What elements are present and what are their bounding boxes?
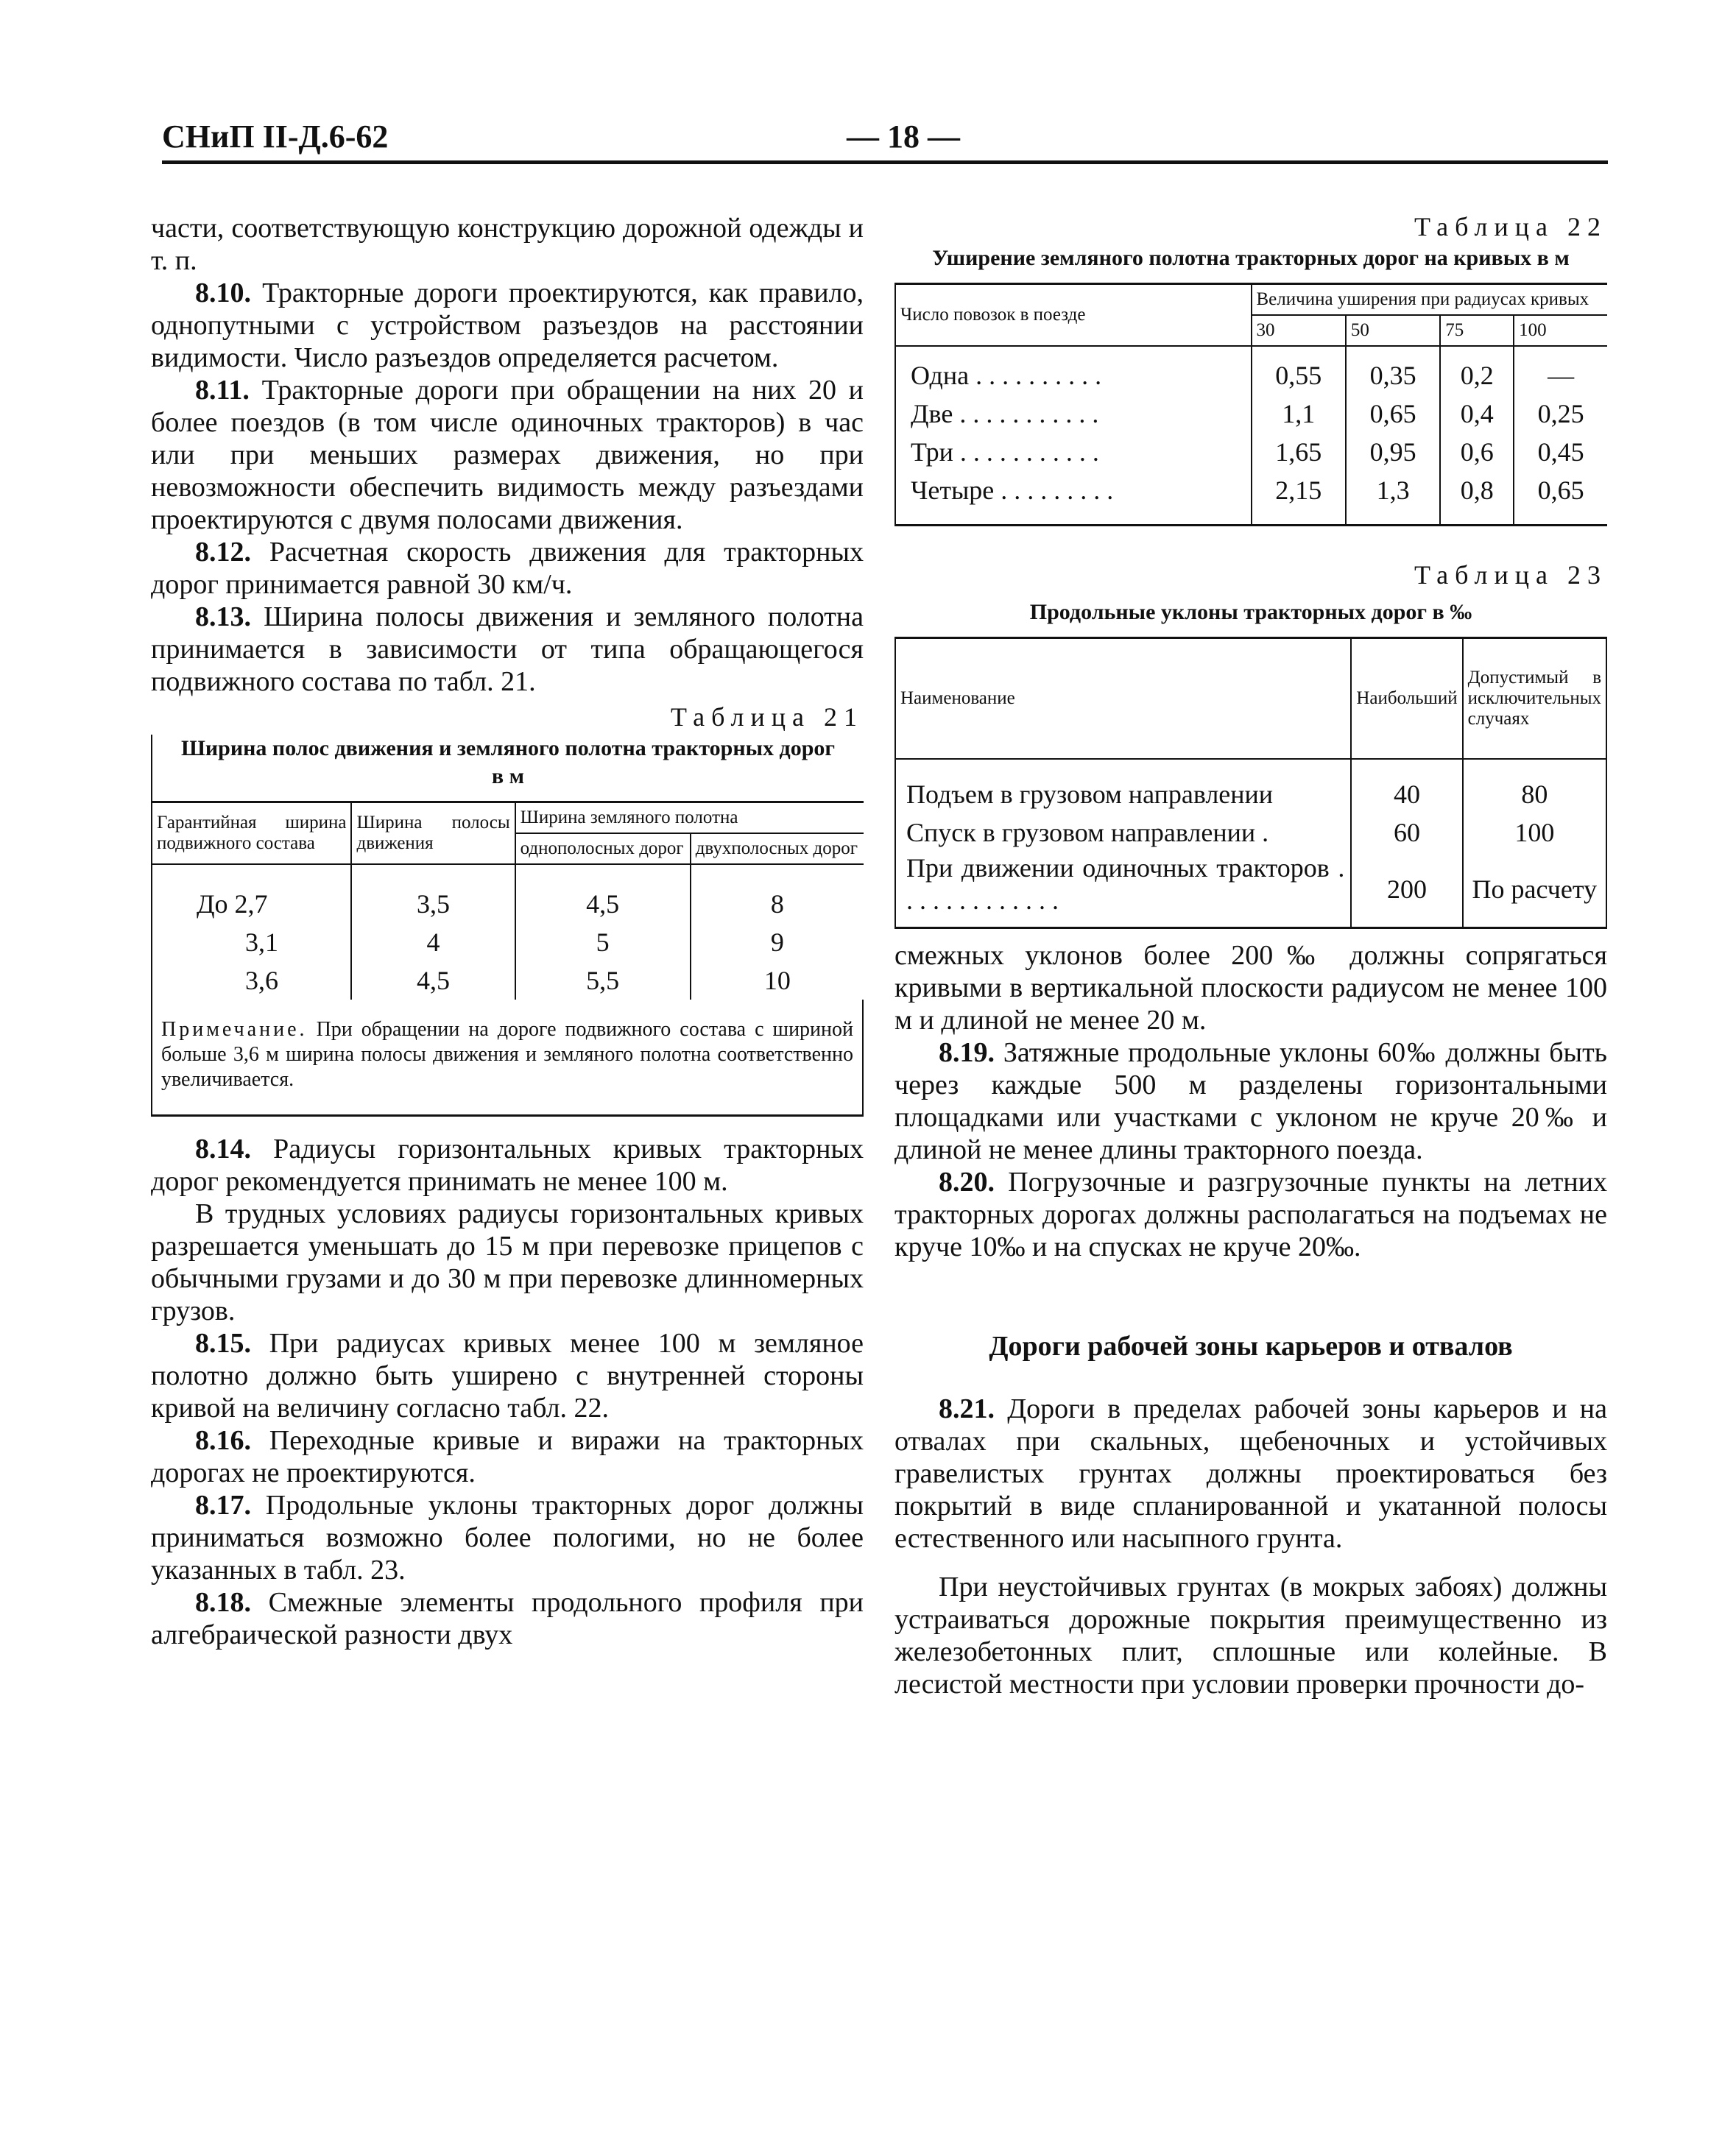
clause-number: 8.18. [195,1587,251,1618]
table-21 [151,735,864,1117]
paragraph-8-21 [894,1393,1607,1555]
clause-text: Тракторные дороги при обращении на них 20 и более поездов (в том числе одиночных тракторов) в час или при меньших размерах движения, но при невозможности обеспечить видимость между разъездами проектируются с двумя полосами движения. [151,375,864,535]
clause-text: Ширина полосы движения и земляного полотна принимается в зависимости от типа обращающегося подвижного состава по табл. 21. [151,601,864,697]
table-header: Величина уширения при радиусах кривых [1252,284,1608,316]
paragraph-8-15 [151,1327,864,1424]
clause-number: 8.16. [195,1425,251,1456]
clause-text: Тракторные дороги проектируются, как правило, однопутными с устройством разъездов на расстоянии видимости. Число разъездов определяется расчетом. [151,278,864,373]
table-23-title: Продольные уклоны тракторных дорог в ‰ [1029,600,1472,624]
table-header: Число повозок в поезде [895,284,1252,347]
clause-text: Затяжные продольные уклоны 60‰ должны быть через каждые 500 м разделены горизонтальными площадками или участками с уклоном не круче 20‰ и длиной не менее длины тракторного поезда. [894,1037,1608,1165]
table-21-title: Ширина полос движения и земляного полотна тракторных дорог в м [180,736,836,788]
table-21-note [152,1000,864,1117]
table-header: Ширина полосы движения [351,802,515,865]
table-row: Одна . . . . . . . . . . 0,55 0,35 0,2 — [895,356,1607,395]
paragraph: смежных уклонов более 200‰ должны сопрягаться кривыми в вертикальной плоскости радиусом не менее 100 м и длиной не менее 20 м. [894,940,1607,1036]
note-text: При обращении на дороге подвижного состава с шириной больше 3,6 м ширина полосы движения и земляного полотна соответственно увеличивается. [161,1018,854,1091]
table-header: двухполосных дорог [691,833,864,864]
paragraph-8-14 [151,1133,864,1198]
note-label: Примечание. [161,1018,308,1041]
table-21-label: Таблица 21 [671,702,864,732]
table-22-title: Уширение земляного полотна тракторных дорог на кривых в м [932,246,1570,270]
table-row: При движении одиночных тракторов . . . . . . . . . . . . . 200 По расчету [895,852,1606,928]
paragraph: При неустойчивых грунтах (в мокрых забоях) должны устраиваться дорожные покрытия преимущественно из железобетонных плит, сплошные или колейные. В лесистой местности при условии проверки прочности до- [894,1572,1607,1700]
table-row: 3,1 4 5 9 [152,923,864,961]
clause-number: 8.15. [195,1328,251,1359]
paragraph-8-18 [151,1586,864,1651]
clause-text: Переходные кривые и виражи на тракторных дорогах не проектируются. [151,1425,864,1488]
clause-text: Дороги в пределах рабочей зоны карьеров и на отвалах при скальных, щебеночных и устойчивых гравелистых грунтах должны проектироваться без покрытий в виде спланированной и укатанной полосы естественного или насыпного грунта. [894,1393,1607,1554]
table-row: Спуск в грузовом направлении . 60 100 [895,813,1606,852]
clause-text: Продольные уклоны тракторных дорог должны приниматься возможно более пологими, но не более указанных в табл. 23. [151,1490,864,1586]
table-header: Наименование [895,638,1351,760]
table-header: Гарантийная ширина подвижного состава [152,802,351,865]
paragraph: части, соответствующую конструкцию дорожной одежды и т. п. [151,213,864,276]
table-header: 75 [1440,315,1514,346]
clause-text: Смежные элементы продольного профиля при алгебраической разности двух [151,1587,864,1650]
table-header: однополосных дорог [515,833,691,864]
table-row: 3,6 4,5 5,5 10 [152,961,864,1000]
clause-number: 8.11. [195,375,250,406]
table-22-label: Таблица 22 [1414,212,1607,241]
left-column [151,212,864,1651]
paragraph-8-13 [151,601,864,698]
clause-number: 8.13. [195,601,251,632]
paragraph: В трудных условиях радиусы горизонтальных кривых разрешается уменьшать до 15 м при перевозке прицепов с обычными грузами и до 30 м при перевозке длинномерных грузов. [151,1198,864,1326]
table-row: До 2,7 3,5 4,5 8 [152,885,864,923]
page-header-code: СНиП II-Д.6-62 [162,119,389,155]
table-23-label: Таблица 23 [1414,560,1607,590]
clause-number: 8.14. [195,1134,251,1164]
table-header: 50 [1346,315,1440,346]
paragraph-8-12 [151,536,864,601]
table-header: Допустимый в исключительных случаях [1463,638,1606,760]
table-22 [894,283,1607,526]
header-rule [162,160,1608,164]
paragraph-8-16 [151,1424,864,1489]
clause-text: Расчетная скорость движения для тракторных дорог принимается равной 30 км/ч. [151,537,864,600]
clause-text: Погрузочные и разгрузочные пункты на летних тракторных дорогах должны располагаться на подъемах не круче 10‰ и на спусках не круче 20‰. [894,1167,1607,1262]
table-row: Две . . . . . . . . . . . 1,1 0,65 0,4 0,25 [895,395,1607,433]
clause-number: 8.17. [195,1490,251,1521]
clause-number: 8.10. [195,278,251,308]
page-number: — 18 — [847,119,960,155]
clause-number: 8.12. [195,537,251,568]
paragraph-8-10 [151,277,864,374]
paragraph-8-19 [894,1036,1607,1166]
paragraph-8-20 [894,1166,1607,1263]
table-row: Подъем в грузовом направлении 40 80 [895,775,1606,813]
clause-text: Радиусы горизонтальных кривых тракторных дорог рекомендуется принимать не менее 100 м. [151,1134,864,1197]
table-header: Наибольший [1351,638,1462,760]
table-header: Ширина земляного полотна [515,802,864,834]
table-row: Четыре . . . . . . . . . 2,15 1,3 0,8 0,65 [895,471,1607,526]
table-23 [894,637,1607,929]
clause-number: 8.21. [939,1393,995,1424]
table-row: Три . . . . . . . . . . . 1,65 0,95 0,6 0,45 [895,433,1607,471]
paragraph-8-17 [151,1489,864,1586]
table-21-grid [152,801,864,1000]
clause-text: При радиусах кривых менее 100 м земляное полотно должно быть уширено с внутренней стороны кривой на величину согласно табл. 22. [151,1328,864,1424]
section-heading: Дороги рабочей зоны карьеров и отвалов [989,1331,1513,1362]
right-column [894,212,1607,1700]
clause-number: 8.20. [939,1167,995,1198]
clause-number: 8.19. [939,1037,995,1068]
table-header: 30 [1252,315,1346,346]
paragraph-8-11 [151,374,864,536]
table-header: 100 [1514,315,1607,346]
